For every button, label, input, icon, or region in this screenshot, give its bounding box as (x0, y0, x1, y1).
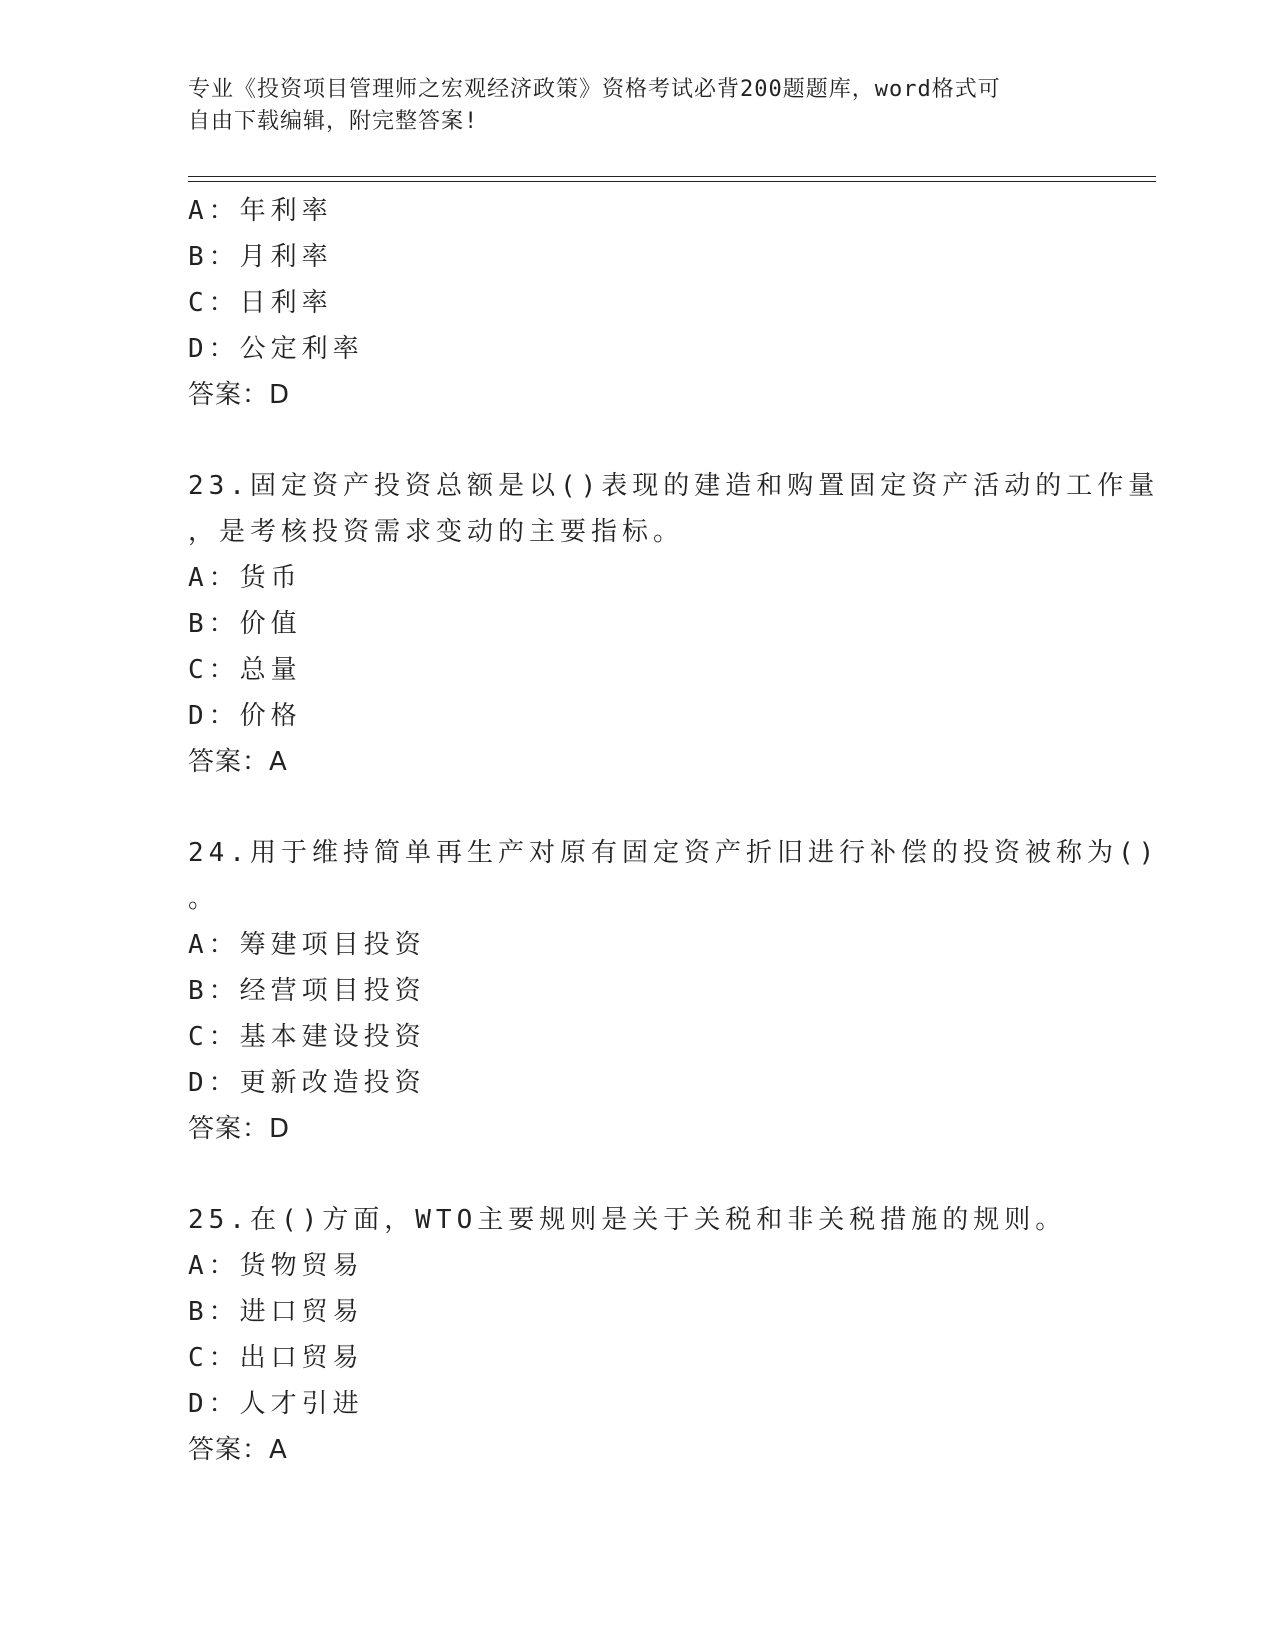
option-d: D：人才引进 (188, 1389, 364, 1419)
question-list (188, 188, 1160, 1473)
question-24 (188, 830, 1160, 1152)
header-divider-bottom (188, 181, 1156, 182)
option-a: A：年利率 (188, 196, 333, 226)
question-text-line-1: 23.固定资产投资总额是以()表现的建造和购置固定资产活动的工作量 (188, 471, 1160, 501)
option-b: B：月利率 (188, 242, 333, 272)
answer: 答案：A (188, 747, 288, 777)
option-c: C：总量 (188, 655, 302, 685)
option-c: C：基本建设投资 (188, 1022, 426, 1052)
answer: 答案：A (188, 1435, 288, 1465)
option-c: C：日利率 (188, 288, 333, 318)
option-a: A：货物贸易 (188, 1251, 364, 1281)
question-text-line-2: ，是考核投资需求变动的主要指标。 (188, 517, 685, 547)
answer: 答案：D (188, 1114, 291, 1144)
option-b: B：价值 (188, 609, 302, 639)
question-text-line-1: 24.用于维持简单再生产对原有固定资产折旧进行补偿的投资被称为() (188, 838, 1160, 868)
option-a: A：筹建项目投资 (188, 930, 426, 960)
question-22 (188, 188, 1088, 418)
option-d: D：公定利率 (188, 334, 364, 364)
question-text-line-2: 。 (188, 884, 220, 914)
header-line-1: 专业《投资项目管理师之宏观经济政策》资格考试必背200题题库，word格式可 (188, 77, 1001, 102)
header-line-2: 自由下载编辑，附完整答案! (188, 109, 479, 134)
document-header (188, 74, 1068, 138)
header-divider-top (188, 176, 1156, 177)
option-c: C：出口贸易 (188, 1343, 364, 1373)
question-25 (188, 1197, 1088, 1473)
question-text-line-1: 25.在()方面，WTO主要规则是关于关税和非关税措施的规则。 (188, 1205, 1067, 1235)
option-a: A：货币 (188, 563, 302, 593)
option-d: D：更新改造投资 (188, 1068, 426, 1098)
question-23 (188, 463, 1160, 785)
answer: 答案：D (188, 380, 291, 410)
option-d: D：价格 (188, 701, 302, 731)
option-b: B：经营项目投资 (188, 976, 426, 1006)
option-b: B：进口贸易 (188, 1297, 364, 1327)
